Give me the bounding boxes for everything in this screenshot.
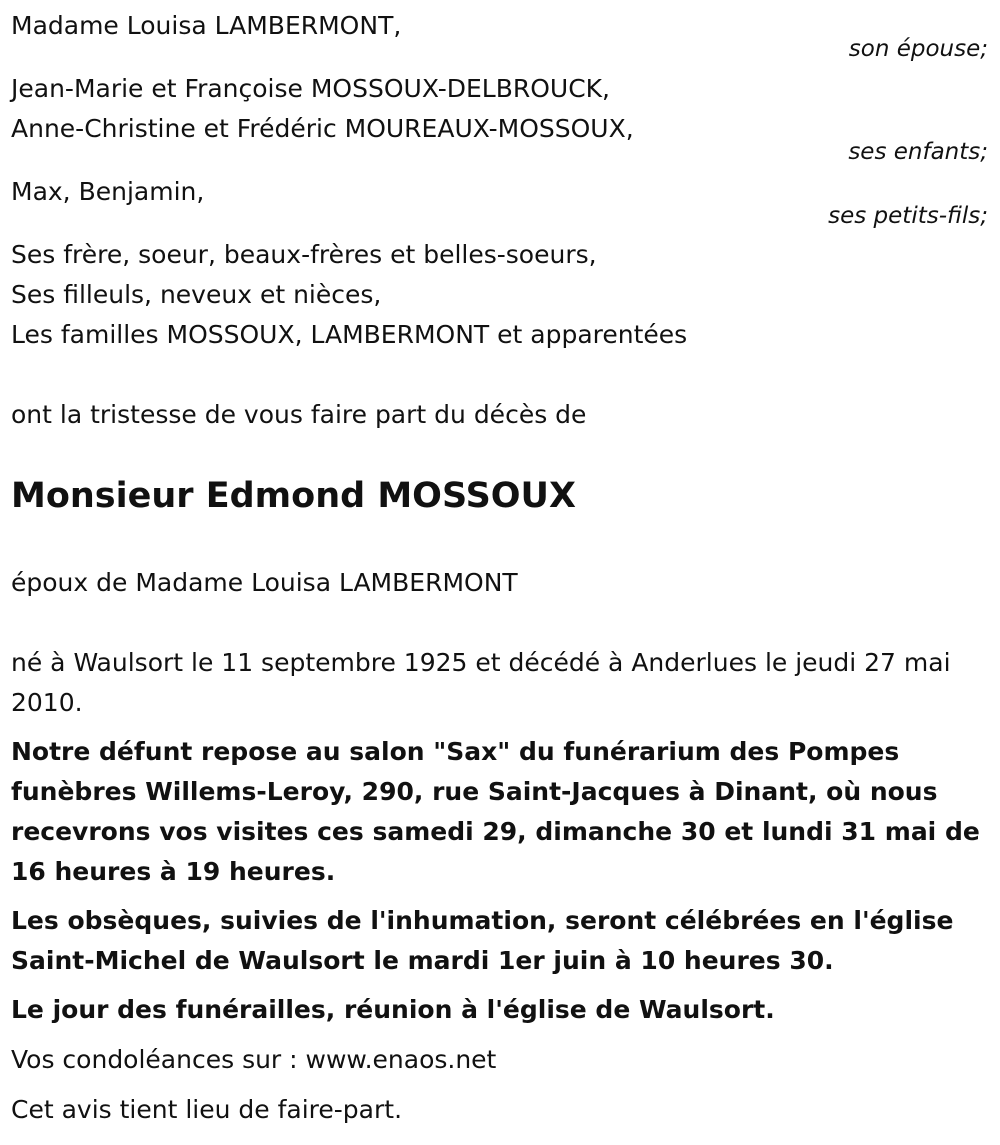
meeting-paragraph: Le jour des funérailles, réunion à l'église de Waulsort. (11, 995, 775, 1024)
relatives-line-2: Ses filleuls, neveux et nièces, (11, 280, 382, 309)
relatives-line-3: Les familles MOSSOUX, LAMBERMONT et apparentées (11, 320, 688, 349)
child-line-1: Jean-Marie et Françoise MOSSOUX-DELBROUCK, (11, 74, 610, 103)
child-line-2: Anne-Christine et Frédéric MOUREAUX-MOSSOUX, (11, 114, 634, 143)
funeral-paragraph: Les obsèques, suivies de l'inhumation, seront célébrées en l'église Saint-Michel de Waulsort le mardi 1er juin à 10 heures 30. (11, 906, 954, 975)
grandchildren-line: Max, Benjamin, (11, 177, 205, 206)
condolences-paragraph: Vos condoléances sur : www.enaos.net (11, 1045, 497, 1074)
spouse-role: son épouse; (848, 36, 988, 62)
spouse-name: Madame Louisa LAMBERMONT, (11, 11, 402, 40)
deceased-spouse-of: époux de Madame Louisa LAMBERMONT (11, 568, 518, 597)
relatives-line-1: Ses frère, soeur, beaux-frères et belles-soeurs, (11, 240, 597, 269)
repose-paragraph: Notre défunt repose au salon "Sax" du funérarium des Pompes funèbres Willems-Leroy, 290, rue Saint-Jacques à Dinant, où nous recevrons vos visites ces samedi 29, dimanche 30 et lundi 31 mai de 16 heures à 19 heures. (11, 737, 980, 886)
children-role: ses enfants; (848, 139, 988, 165)
grandchildren-role: ses petits-fils; (828, 203, 988, 229)
birth-death-paragraph: né à Waulsort le 11 septembre 1925 et décédé à Anderlues le jeudi 27 mai 2010. (11, 648, 951, 717)
deceased-name: Monsieur Edmond MOSSOUX (11, 476, 576, 516)
notice-paragraph: Cet avis tient lieu de faire-part. (11, 1095, 403, 1124)
announcement-text: ont la tristesse de vous faire part du décès de (11, 400, 587, 429)
